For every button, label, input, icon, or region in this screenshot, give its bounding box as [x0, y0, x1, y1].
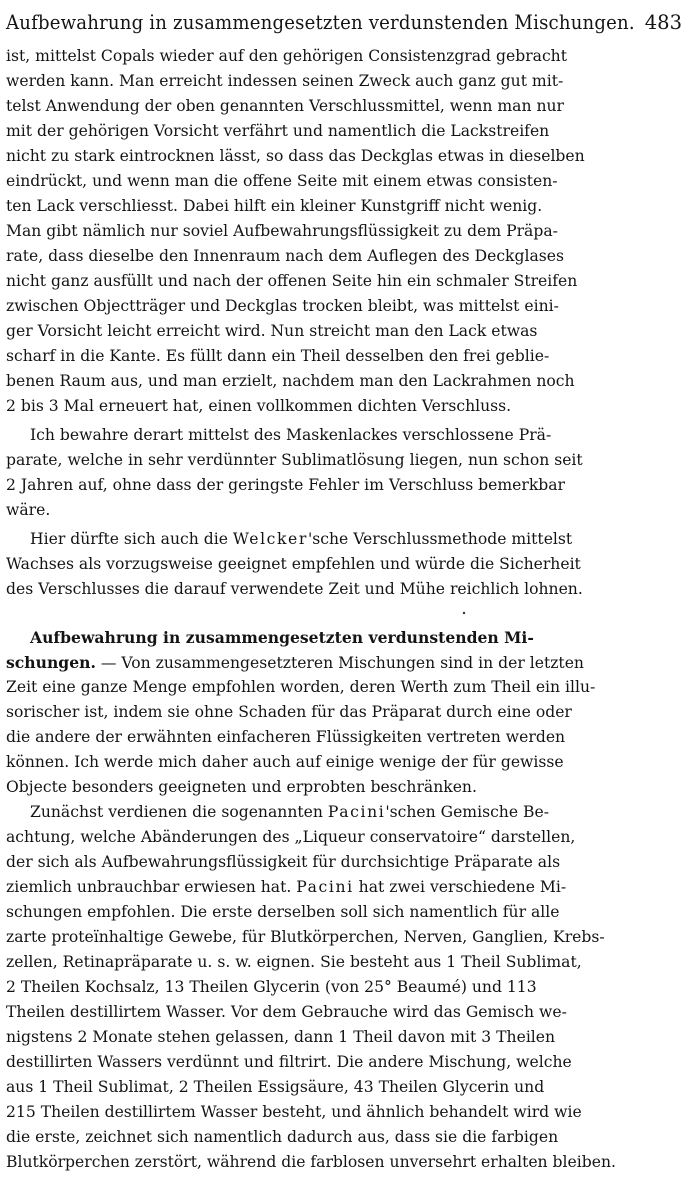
text-line: aus 1 Theil Sublimat, 2 Theilen Essigsäure, 43 Theilen Glycerin und	[6, 1078, 545, 1096]
text-line: des Verschlusses die darauf verwendete Zeit und Mühe reichlich lohnen.	[6, 580, 583, 598]
running-header	[6, 5, 682, 41]
text-line: nigstens 2 Monate stehen gelassen, dann 1 Theil davon mit 3 Theilen	[6, 1028, 556, 1046]
text-line: eindrückt, und wenn man die offene Seite mit einem etwas consisten-	[6, 172, 558, 190]
text-line: zarte proteïnhaltige Gewebe, für Blutkörperchen, Nerven, Ganglien, Krebs-	[6, 928, 605, 946]
text-line: telst Anwendung der oben genannten Verschlussmittel, wenn man nur	[6, 97, 564, 115]
text-line: achtung, welche Abänderungen des „Liqueur conservatoire“ darstellen,	[6, 828, 576, 846]
text-line: können. Ich werde mich daher auch auf einige wenige der für gewisse	[6, 753, 564, 771]
section-heading	[30, 625, 534, 650]
person-name: Pacini	[296, 878, 354, 896]
text-line: ger Vorsicht leicht erreicht wird. Nun streicht man den Lack etwas	[6, 322, 538, 340]
text-line: schungen empfohlen. Die erste derselben soll sich namentlich für alle	[6, 903, 560, 921]
text-run: hat zwei verschiedene Mi-	[353, 878, 567, 896]
text-line: die erste, zeichnet sich namentlich dadurch aus, dass sie die farbigen	[6, 1128, 559, 1146]
section-heading-text: Aufbewahrung in zusammengesetzten verdunstenden Mi-	[30, 628, 534, 647]
text-line: zellen, Retinapräparate u. s. w. eignen. Sie besteht aus 1 Theil Sublimat,	[6, 953, 582, 971]
text-line: nicht zu stark eintrocknen lässt, so dass das Deckglas etwas in dieselben	[6, 147, 585, 165]
text-line: parate, welche in sehr verdünnter Sublimatlösung liegen, nun schon seit	[6, 451, 583, 469]
text-line: rate, dass dieselbe den Innenraum nach dem Auflegen des Deckglases	[6, 247, 565, 265]
text-line: Theilen destillirtem Wasser. Vor dem Gebrauche wird das Gemisch we-	[6, 1003, 567, 1021]
text-line: Ich bewahre derart mittelst des Maskenlackes verschlossene Prä-	[30, 426, 552, 444]
text-line: sorischer ist, indem sie ohne Schaden für das Präparat durch eine oder	[6, 703, 572, 721]
text-line: Zeit eine ganze Menge empfohlen worden, deren Werth zum Theil ein illu-	[6, 678, 596, 696]
text-line: Man gibt nämlich nur soviel Aufbewahrungsflüssigkeit zu dem Präpa-	[6, 222, 558, 240]
text-line	[30, 800, 549, 825]
text-line: 215 Theilen destillirtem Wasser besteht, und ähnlich behandelt wird wie	[6, 1103, 582, 1121]
text-run: Zunächst verdienen die sogenannten	[30, 803, 328, 821]
text-line	[6, 875, 566, 900]
text-line: ist, mittelst Copals wieder auf den gehörigen Consistenzgrad gebracht	[6, 47, 567, 65]
text-line: werden kann. Man erreicht indessen seinen Zweck auch ganz gut mit-	[6, 72, 564, 90]
text-line: Objecte besonders geeigneten und erprobten beschränken.	[6, 778, 477, 796]
text-run: 'sche Verschlussmethode mittelst	[307, 530, 573, 548]
text-run: — Von zusammengesetzteren Mischungen sind in der letzten	[95, 654, 584, 672]
text-line: scharf in die Kante. Es füllt dann ein Theil desselben den frei geblie-	[6, 347, 550, 365]
text-line: mit der gehörigen Vorsicht verfährt und namentlich die Lackstreifen	[6, 122, 550, 140]
text-line: 2 bis 3 Mal erneuert hat, einen vollkommen dichten Verschluss.	[6, 397, 512, 415]
text-line: benen Raum aus, und man erzielt, nachdem man den Lackrahmen noch	[6, 372, 575, 390]
person-name: Pacini	[327, 803, 386, 821]
page-number: 483	[644, 11, 682, 34]
text-line	[30, 527, 572, 552]
section-heading-end: schungen.	[6, 653, 96, 672]
text-line: die andere der erwähnten einfacheren Flüssigkeiten vertreten werden	[6, 728, 566, 746]
text-line: 2 Jahren auf, ohne dass der geringste Fehler im Verschluss bemerkbar	[6, 476, 566, 494]
text-run: Hier dürfte sich auch die	[30, 530, 233, 548]
running-title: Aufbewahrung in zusammengesetzten verdunstenden Mischungen.	[6, 11, 635, 34]
text-line: destillirten Wassers verdünnt und filtrirt. Die andere Mischung, welche	[6, 1053, 572, 1071]
text-line: der sich als Aufbewahrungsflüssigkeit für durchsichtige Präparate als	[6, 853, 561, 871]
text-line: zwischen Objectträger und Deckglas trocken bleibt, was mittelst eini-	[6, 297, 559, 315]
text-line: nicht ganz ausfüllt und nach der offenen Seite hin ein schmaler Streifen	[6, 272, 578, 290]
ink-speck	[462, 600, 466, 604]
text-line: Wachses als vorzugsweise geeignet empfehlen und würde die Sicherheit	[6, 555, 581, 573]
text-line	[6, 650, 584, 675]
text-line: 2 Theilen Kochsalz, 13 Theilen Glycerin (von 25° Beaumé) und 113	[6, 978, 537, 996]
text-run: 'schen Gemische Be-	[385, 803, 549, 821]
text-run: ziemlich unbrauchbar erwiesen hat.	[6, 878, 297, 896]
person-name: Welcker	[232, 530, 308, 548]
text-line: Blutkörperchen zerstört, während die farblosen unversehrt erhalten bleiben.	[6, 1153, 616, 1171]
text-line: wäre.	[6, 501, 51, 519]
text-line: ten Lack verschliesst. Dabei hilft ein kleiner Kunstgriff nicht wenig.	[6, 197, 543, 215]
